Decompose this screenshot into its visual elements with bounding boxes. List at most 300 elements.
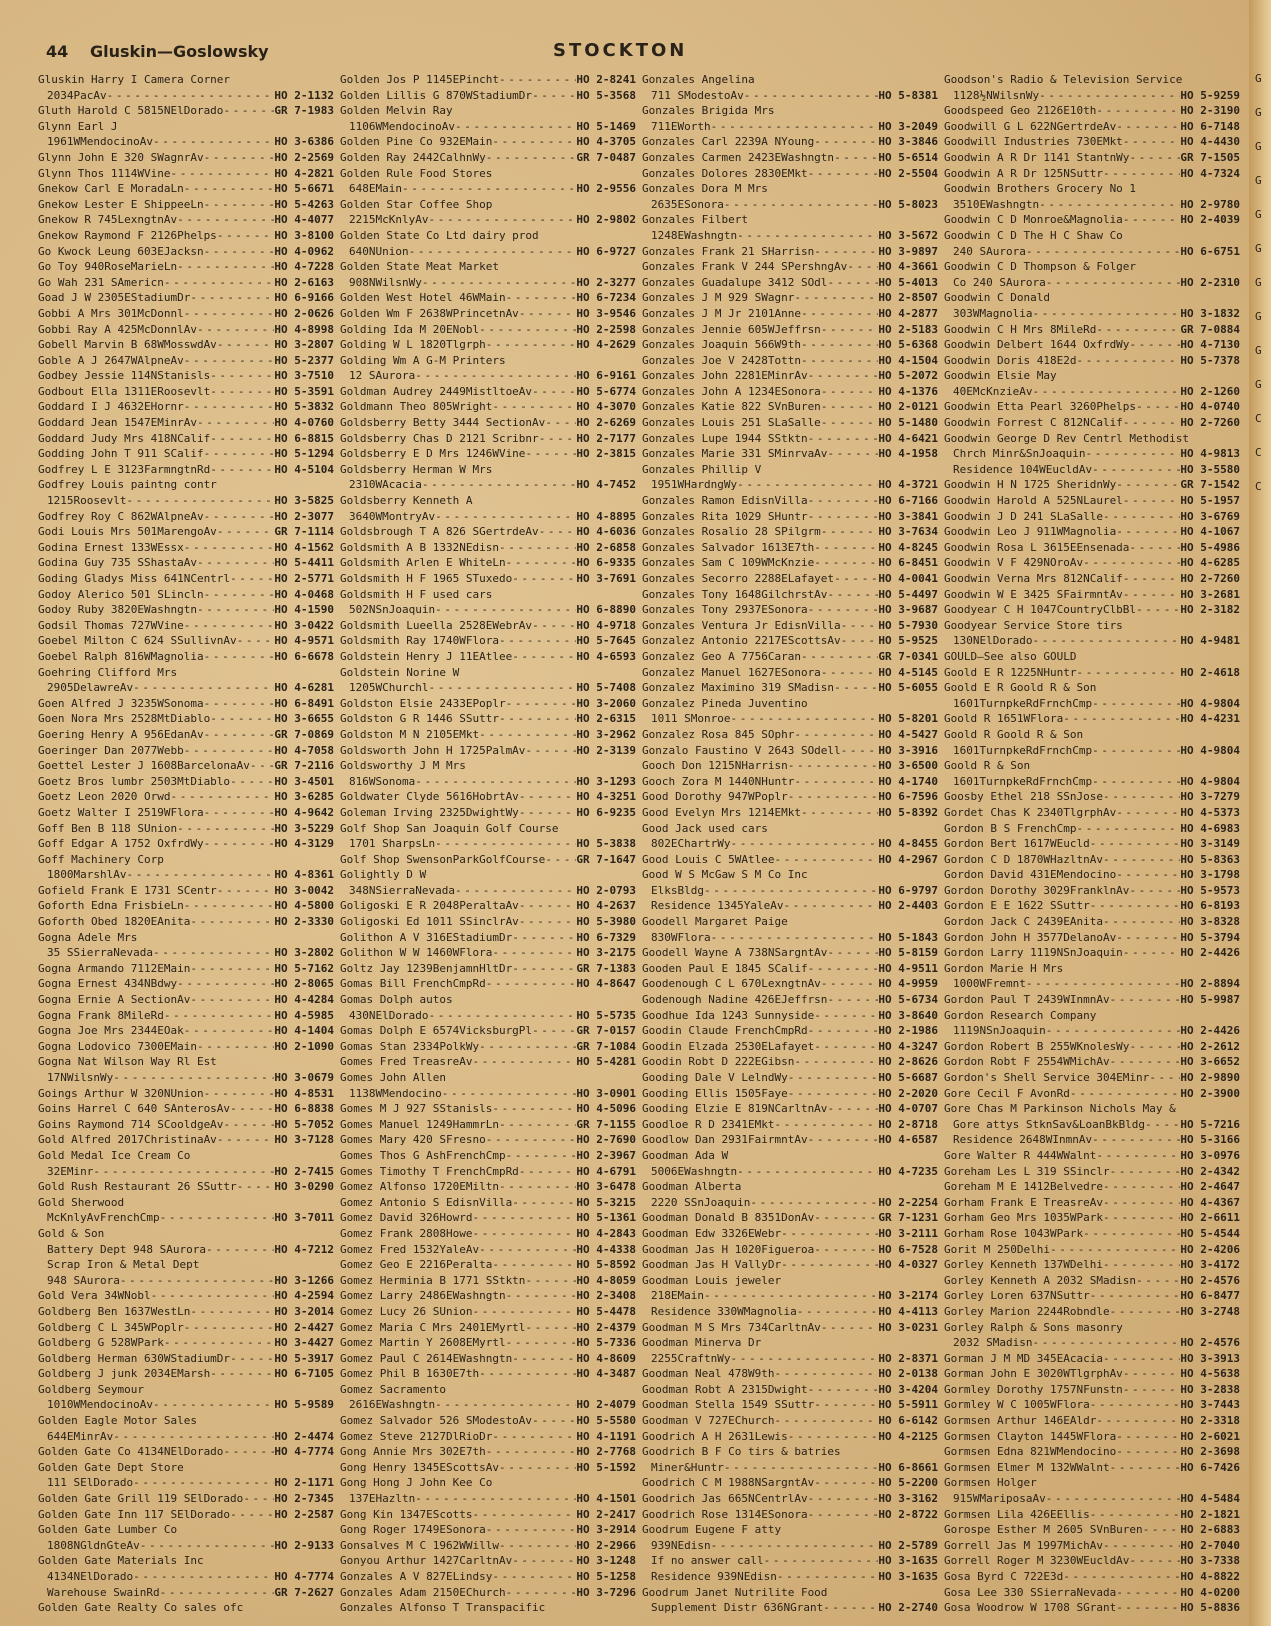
leader-dots xyxy=(120,1273,275,1289)
listing-entry xyxy=(944,914,1240,930)
listing-name: Gobell Marvin B 68WMosswdAv xyxy=(38,338,217,352)
phone-number: HO 3-2807 xyxy=(274,338,334,352)
phone-number: HO 2-2612 xyxy=(1180,1039,1240,1053)
listing-entry xyxy=(340,555,636,571)
listing-name: 1951WHardngWy xyxy=(651,478,738,492)
listing-name: 640NUnion xyxy=(349,244,409,258)
listing-entry xyxy=(642,477,938,493)
listing-name: Gormsen Lila 426EEllis xyxy=(944,1507,1090,1521)
listing-entry xyxy=(944,259,1240,275)
listing-name: Golden Eagle Motor Sales xyxy=(38,1414,197,1428)
listing-name: 939NEdisn xyxy=(651,1538,711,1552)
phone-number: HO 3-1266 xyxy=(274,1273,334,1287)
listing-entry xyxy=(944,1054,1240,1070)
leader-dots xyxy=(730,1351,878,1367)
phone-number: HO 4-9804 xyxy=(1180,774,1240,788)
listing-name: Gonzalo Faustino V 2643 SOdell xyxy=(642,743,841,757)
listing-name: Glynn Earl J xyxy=(38,119,118,133)
listing-name: Goen Nora Mrs 2528MtDiablo xyxy=(38,712,211,726)
phone-number: HO 4-1376 xyxy=(878,384,938,398)
listing-name: Golding W L 1820Tlgrph xyxy=(340,338,486,352)
phone-number: HO 2-9556 xyxy=(576,182,636,196)
leader-dots xyxy=(217,337,275,353)
leader-dots xyxy=(499,1179,576,1195)
leader-dots xyxy=(823,1600,878,1616)
phone-number: GR 7-1231 xyxy=(878,1211,938,1225)
leader-dots xyxy=(133,1475,274,1491)
listing-entry xyxy=(38,1585,334,1601)
leader-dots xyxy=(814,134,878,150)
leader-dots xyxy=(492,945,576,961)
listing-entry xyxy=(944,1008,1240,1024)
listing-name: Gonzales John A 1234ESonora xyxy=(642,384,821,398)
phone-number: HO 3-4501 xyxy=(274,774,334,788)
leader-dots xyxy=(519,789,577,805)
listing-entry xyxy=(944,1273,1240,1289)
leader-dots xyxy=(1149,1070,1180,1086)
listing-name: Gordon Robt F 2554WMichAv xyxy=(944,1055,1110,1069)
phone-number: HO 4-1191 xyxy=(576,1429,636,1443)
listing-name: Goreham Les L 319 SSinclr xyxy=(944,1164,1110,1178)
phone-number: GR 7-1983 xyxy=(274,104,334,118)
leader-dots xyxy=(821,415,879,431)
listing-name: 1215Roosevlt xyxy=(47,494,127,508)
listing-name: 1808NGldnGteAv xyxy=(47,1538,140,1552)
leader-dots xyxy=(525,743,576,759)
listing-name: ElksBldg xyxy=(651,883,704,897)
leader-dots xyxy=(808,1132,879,1148)
leader-dots xyxy=(184,306,275,322)
leader-dots xyxy=(512,1553,576,1569)
phone-number: HO 2-3698 xyxy=(1180,1445,1240,1459)
listing-entry xyxy=(340,1460,636,1476)
listing-entry xyxy=(340,150,636,166)
listing-entry xyxy=(38,1616,334,1617)
listing-entry xyxy=(944,166,1240,182)
listing-name: Goodwin C Donald xyxy=(944,291,1050,305)
listing-name: Gormsen Clayton 1445WFlora xyxy=(944,1429,1117,1443)
leader-dots xyxy=(1123,1616,1181,1617)
listing-name: Golithon W W 1460WFlora xyxy=(340,946,493,960)
listing-entry xyxy=(642,1397,938,1413)
phone-number: HO 2-4426 xyxy=(1180,946,1240,960)
listing-name: Goodwin George D Rev Centrl Methodist xyxy=(944,431,1190,445)
listing-name: Gordon Dorothy 3029FranklnAv xyxy=(944,883,1130,897)
listing-name: 2220 SSnJoaquin xyxy=(651,1195,751,1209)
listing-entry xyxy=(944,509,1240,525)
listing-entry xyxy=(944,306,1240,322)
listing-entry xyxy=(642,789,938,805)
listing-entry xyxy=(642,1429,938,1445)
phone-number: HO 2-3330 xyxy=(274,915,334,929)
listing-entry xyxy=(642,462,938,478)
listing-entry xyxy=(944,290,1240,306)
leader-dots xyxy=(472,1054,576,1070)
phone-number: HO 4-6281 xyxy=(274,681,334,695)
leader-dots xyxy=(808,493,879,509)
listing-entry xyxy=(340,618,636,634)
leader-dots xyxy=(788,1070,879,1086)
phone-number: HO 4-6587 xyxy=(878,1133,938,1147)
phone-number: HO 6-7329 xyxy=(576,930,636,944)
leader-dots xyxy=(814,1210,878,1226)
listing-entry xyxy=(340,275,636,291)
listing-entry xyxy=(642,1257,938,1273)
leader-dots xyxy=(250,758,274,774)
listing-entry xyxy=(340,181,636,197)
phone-number: HO 2-9890 xyxy=(1180,1071,1240,1084)
phone-number: HO 5-3215 xyxy=(576,1195,636,1209)
phone-number: HO 6-6678 xyxy=(274,649,334,663)
phone-number: HO 2-8241 xyxy=(576,73,636,86)
listing-name: Golden Melvin Ray xyxy=(340,104,453,118)
listing-name: Scrap Iron & Metal Dept xyxy=(47,1258,200,1272)
leader-dots xyxy=(724,1460,879,1476)
listing-entry xyxy=(944,1351,1240,1367)
leader-dots xyxy=(153,945,274,961)
listing-name: Gooch Don 1215NHarrisn xyxy=(642,759,788,773)
phone-number: HO 2-4647 xyxy=(1180,1180,1240,1194)
listing-name: Goldmann Theo 805Wright xyxy=(340,400,493,414)
listing-name: Gomes Mary 420 SFresno xyxy=(340,1133,486,1147)
listing-entry xyxy=(38,555,334,571)
phone-number: HO 3-3846 xyxy=(878,135,938,149)
listing-name: Goddard Judy Mrs 418NCalif xyxy=(38,431,211,445)
phone-number: HO 5-3917 xyxy=(274,1351,334,1365)
phone-number: HO 2-8722 xyxy=(878,1507,938,1521)
phone-number: HO 2-7768 xyxy=(576,1445,636,1459)
leader-dots xyxy=(821,1320,879,1336)
leader-dots xyxy=(539,431,577,447)
listing-entry xyxy=(38,1086,334,1102)
listing-entry xyxy=(340,852,636,868)
phone-number: HO 2-6163 xyxy=(274,275,334,289)
listing-entry xyxy=(642,166,938,182)
listing-entry xyxy=(642,961,938,977)
listing-entry xyxy=(38,181,334,197)
phone-number: HO 2-4576 xyxy=(1180,1273,1240,1287)
listing-entry xyxy=(38,1117,334,1133)
phone-number: HO 4-7058 xyxy=(274,743,334,757)
listing-name: Gonzalez Manuel 1627ESonora xyxy=(642,665,821,679)
leader-dots xyxy=(1103,789,1180,805)
listing-name: Gonzales J M 929 SWagnr xyxy=(642,291,795,305)
phone-number: HO 5-4986 xyxy=(1180,540,1240,554)
phone-number: HO 2-3815 xyxy=(576,447,636,461)
listing-name: Goldman Audrey 2449MistltoeAv xyxy=(340,384,533,398)
listing-entry xyxy=(944,976,1240,992)
listing-name: Goodwill Industries 730EMkt xyxy=(944,135,1123,149)
listing-name: 1205WChurchl xyxy=(349,681,429,695)
listing-entry xyxy=(944,789,1240,805)
listing-entry xyxy=(944,1179,1240,1195)
listing-name: Goldberg Ben 1637WestLn xyxy=(38,1304,191,1318)
phone-number: HO 3-6285 xyxy=(274,790,334,804)
leader-dots xyxy=(1092,1132,1180,1148)
phone-number: HO 5-4411 xyxy=(274,556,334,570)
listing-entry xyxy=(642,680,938,696)
listing-entry xyxy=(340,945,636,961)
listing-name: 948 SAurora xyxy=(47,1273,120,1287)
listing-entry xyxy=(340,462,636,478)
listing-entry xyxy=(38,399,334,415)
listing-name: Goodin Robt D 222EGibsn xyxy=(642,1055,795,1069)
listing-name: Gonzales Carl 2239A NYoung xyxy=(642,135,815,149)
listing-name: Goldsmith A B 1332NEdisn xyxy=(340,540,499,554)
listing-name: 1601TurnpkeRdFrnchCmp xyxy=(953,774,1093,788)
phone-number: HO 2-3967 xyxy=(576,1148,636,1162)
listing-name: Residence 2648WInmnAv xyxy=(953,1133,1093,1147)
edge-letter: G xyxy=(1255,72,1262,85)
leader-dots xyxy=(204,836,275,852)
listing-entry xyxy=(340,727,636,743)
listing-entry xyxy=(642,1008,938,1024)
leader-dots xyxy=(730,836,878,852)
listing-entry xyxy=(38,618,334,634)
listing-name: Goldberg Seymour xyxy=(38,1382,144,1396)
phone-number xyxy=(878,1616,938,1617)
phone-number: GR 7-0869 xyxy=(274,727,334,741)
leader-dots xyxy=(1136,399,1180,415)
leader-dots xyxy=(794,1054,878,1070)
listing-name: Goff Ben B 118 SUnion xyxy=(38,821,178,835)
listing-entry xyxy=(38,540,334,556)
listing-name: Gomez Fred 1532YaleAv xyxy=(340,1242,480,1256)
listing-name: Golden Gate Co 4134NElDorado xyxy=(38,1445,224,1459)
listing-name: Goodwin C D Monroe&Magnolia xyxy=(944,213,1123,227)
listing-name: Golf Shop SwensonParkGolfCourse xyxy=(340,852,546,866)
leader-dots xyxy=(1063,711,1180,727)
leader-dots xyxy=(499,711,576,727)
listing-name: 915WMariposaAv xyxy=(953,1492,1046,1506)
leader-dots xyxy=(153,1397,274,1413)
listing-entry xyxy=(944,711,1240,727)
listing-name: Goforth Obed 1820EAnita xyxy=(38,915,191,929)
phone-number: HO 3-7510 xyxy=(274,369,334,383)
leader-dots xyxy=(777,1569,879,1585)
leader-dots xyxy=(435,836,576,852)
listing-name: Goodman Ada W xyxy=(642,1148,729,1162)
listing-name: Gordon David 431EMendocino xyxy=(944,868,1117,882)
listing-name: Goleman Irving 2325DwightWy xyxy=(340,805,519,819)
listing-entry xyxy=(944,431,1240,447)
phone-number: HO 3-2681 xyxy=(1180,587,1240,601)
listing-name: Gold & Son xyxy=(38,1226,105,1240)
leader-dots xyxy=(781,1226,878,1242)
phone-number: HO 5-2072 xyxy=(878,369,938,383)
leader-dots xyxy=(184,1320,275,1336)
listing-entry xyxy=(642,244,938,260)
edge-letter: G xyxy=(1255,344,1262,357)
leader-dots xyxy=(814,1397,878,1413)
listing-entry xyxy=(642,1164,938,1180)
listing-entry xyxy=(340,665,636,681)
listing-entry xyxy=(38,1039,334,1055)
phone-number: HO 2-8065 xyxy=(274,977,334,991)
listing-name: Gordon Marie H Mrs xyxy=(944,961,1064,975)
phone-number: HO 4-8059 xyxy=(576,1273,636,1287)
listing-entry xyxy=(340,867,636,883)
leader-dots xyxy=(164,1008,275,1024)
leader-dots xyxy=(788,758,879,774)
listing-name: Gluskin Harry I Camera Corner xyxy=(38,73,231,86)
listing-name: Godoy Alerico 501 SLincln xyxy=(38,587,204,601)
listing-entry xyxy=(38,1008,334,1024)
listing-name: Gore Cecil F AvonRd xyxy=(944,1086,1070,1100)
listing-name: Goold R 1651WFlora xyxy=(944,712,1064,726)
phone-number: HO 5-1258 xyxy=(576,1570,636,1583)
listing-name: 908NWilsnWy xyxy=(349,275,422,289)
listing-entry xyxy=(38,914,334,930)
phone-number: HO 5-8363 xyxy=(1180,852,1240,866)
listing-entry xyxy=(340,992,636,1008)
listing-name: Gorley Loren 637NSuttr xyxy=(944,1289,1090,1303)
leader-dots xyxy=(435,1397,576,1413)
listing-entry xyxy=(944,618,1240,634)
adjacent-page-edge xyxy=(1249,0,1271,1626)
listing-entry xyxy=(944,1397,1240,1413)
listing-entry xyxy=(944,197,1240,213)
leader-dots xyxy=(243,1491,274,1507)
listing-entry xyxy=(340,1507,636,1523)
phone-number: HO 4-8895 xyxy=(576,509,636,523)
listing-name: Goodrich B F Co tirs & batries xyxy=(642,1445,841,1459)
listing-name: Gnekow Raymond F 2126Phelps xyxy=(38,228,217,242)
listing-name: Gomes Manuel 1249HammrLn xyxy=(340,1117,499,1131)
leader-dots xyxy=(468,1616,576,1617)
phone-number: HO 2-4576 xyxy=(1180,1336,1240,1350)
listing-entry xyxy=(38,836,334,852)
column-4 xyxy=(944,72,1240,1617)
listing-entry xyxy=(340,758,636,774)
phone-number: HO 5-2377 xyxy=(274,353,334,367)
listing-name: 1701 SharpsLn xyxy=(349,837,436,851)
listing-name: Goodman V 727EChurch xyxy=(642,1414,775,1428)
leader-dots xyxy=(223,103,274,119)
listing-entry xyxy=(642,618,938,634)
leader-dots xyxy=(126,493,274,509)
phone-number: HO 5-1361 xyxy=(576,1211,636,1225)
listing-name: Residence 104WEucldAv xyxy=(953,462,1093,476)
listing-entry xyxy=(642,805,938,821)
phone-number: GR 7-1383 xyxy=(576,961,636,975)
leader-dots xyxy=(204,244,275,260)
listing-entry xyxy=(38,1475,334,1491)
phone-number: HO 4-5427 xyxy=(878,727,938,741)
phone-number: HO 4-1067 xyxy=(1180,525,1240,539)
phone-number: HO 3-7691 xyxy=(576,572,636,585)
listing-name: 648EMain xyxy=(349,182,402,196)
listing-entry xyxy=(642,322,938,338)
listing-entry xyxy=(944,72,1240,88)
phone-number: HO 3-3916 xyxy=(878,743,938,757)
listing-entry xyxy=(642,587,938,603)
listing-name: Goodwin V F 429NOroAv xyxy=(944,556,1084,570)
leader-dots xyxy=(197,322,274,338)
listing-entry xyxy=(642,1413,938,1429)
listing-entry xyxy=(642,197,938,213)
leader-dots xyxy=(821,976,879,992)
leader-dots xyxy=(711,930,879,946)
listing-name: Goold E R Goold R & Son xyxy=(944,681,1097,695)
leader-dots xyxy=(519,1164,577,1180)
leader-dots xyxy=(499,72,576,88)
phone-number: HO 2-2587 xyxy=(274,1507,334,1521)
listing-name: Good Dorothy 947WPoplr xyxy=(642,790,788,804)
listing-entry xyxy=(340,1304,636,1320)
phone-number: HO 4-2637 xyxy=(576,899,636,913)
listing-entry xyxy=(944,1475,1240,1491)
listing-name: Goosby Ethel 218 SSnJose xyxy=(944,790,1103,804)
listing-name: 4134NElDorado xyxy=(47,1570,134,1583)
leader-dots xyxy=(750,1195,878,1211)
phone-number: HO 4-0327 xyxy=(878,1258,938,1272)
listing-entry xyxy=(642,992,938,1008)
phone-number: HO 3-1798 xyxy=(1180,868,1240,882)
listing-entry xyxy=(38,337,334,353)
phone-number: HO 2-0793 xyxy=(576,883,636,897)
phone-number: HO 2-7345 xyxy=(274,1492,334,1506)
phone-number: HO 4-0760 xyxy=(274,416,334,430)
listing-entry xyxy=(642,399,938,415)
leader-dots xyxy=(428,1008,576,1024)
leader-dots xyxy=(808,1023,879,1039)
listing-entry xyxy=(340,540,636,556)
listing-entry xyxy=(944,821,1240,837)
listing-name: Goodspeed Geo 2126E10th xyxy=(944,104,1097,118)
listing-name: Gormsen Holger xyxy=(944,1476,1037,1490)
leader-dots xyxy=(197,1039,274,1055)
phone-number: HO 5-6671 xyxy=(274,182,334,196)
phone-number: HO 3-4172 xyxy=(1180,1258,1240,1272)
listing-name: Goldsberry Kenneth A xyxy=(340,494,473,508)
leader-dots xyxy=(230,571,274,587)
leader-dots xyxy=(532,1413,576,1429)
phone-number: HO 3-1248 xyxy=(576,1554,636,1568)
leader-dots xyxy=(1129,337,1180,353)
listing-entry xyxy=(944,368,1240,384)
listing-name: Gonzales Jennie 605WJeffrsn xyxy=(642,322,821,336)
listing-name: Goodwin H N 1725 SheridnWy xyxy=(944,478,1117,492)
listing-name: Residence 1345YaleAv xyxy=(651,899,784,913)
listing-name: Gonzales J M Jr 2101Anne xyxy=(642,306,801,320)
leader-dots xyxy=(217,883,275,899)
listing-name: Gomez Phil B 1630E7th xyxy=(340,1367,480,1381)
listing-name: Goettel Lester J 1608BarcelonaAv xyxy=(38,759,250,773)
listing-entry xyxy=(944,1522,1240,1538)
phone-number: HO 2-8894 xyxy=(1180,977,1240,991)
phone-number: HO 5-7408 xyxy=(576,681,636,695)
listing-name: Goen Alfred J 3235WSonoma xyxy=(38,696,204,710)
leader-dots xyxy=(1129,883,1180,899)
listing-name: Goff Edgar A 1752 OxfrdWy xyxy=(38,837,204,851)
leader-dots xyxy=(1103,914,1180,930)
listing-name: Gogna Joe Mrs 2344EOak xyxy=(38,1024,184,1038)
edge-letter: G xyxy=(1255,208,1262,221)
listing-entry xyxy=(944,181,1240,197)
listing-entry xyxy=(340,1101,636,1117)
leader-dots xyxy=(788,789,879,805)
leader-dots xyxy=(1123,1366,1181,1382)
leader-dots xyxy=(1032,384,1180,400)
listing-name: Gong Roger 1749ESonora xyxy=(340,1523,486,1537)
listing-entry xyxy=(340,166,636,182)
listing-entry xyxy=(340,197,636,213)
listing-entry xyxy=(340,524,636,540)
leader-dots xyxy=(525,1320,576,1336)
listing-entry xyxy=(944,119,1240,135)
leader-dots xyxy=(204,649,275,665)
